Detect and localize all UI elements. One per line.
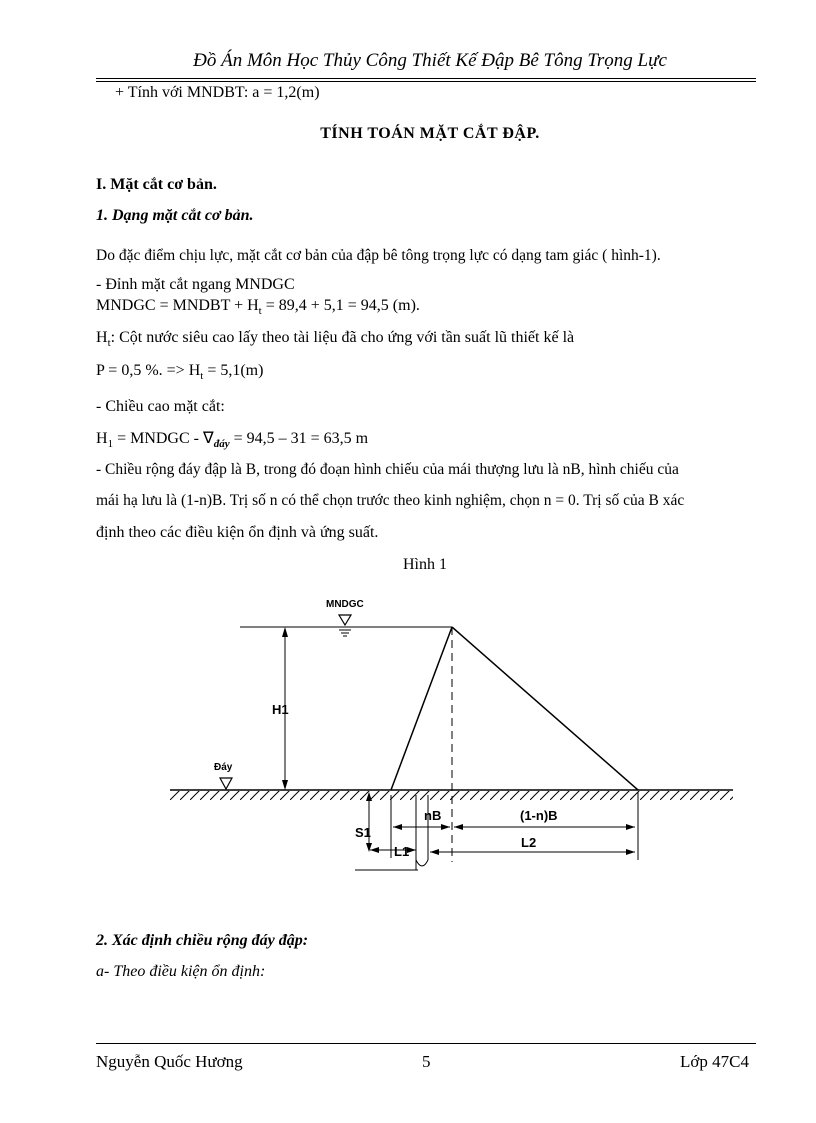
subsection-heading-2: 2. Xác định chiều rộng đáy đập: [96, 932, 309, 949]
day-level-symbol [220, 778, 232, 789]
paragraph-9: mái hạ lưu là (1-n)B. Trị số n có thể chọn trước theo kinh nghiệm, chọn n = 0. Trị số của B xác [96, 492, 685, 509]
paragraph-1: Do đặc điểm chịu lực, mặt cắt cơ bản của đập bê tông trọng lực có dạng tam giác ( hình-1). [96, 247, 661, 264]
label-day: Đáy [214, 762, 233, 773]
paragraph-10: định theo các điều kiện ổn định và ứng suất. [96, 524, 379, 541]
formula-text: = 5,1(m) [203, 362, 264, 379]
page-header-title: Đồ Án Môn Học Thủy Công Thiết Kế Đập Bê Tông Trọng Lực [193, 50, 667, 71]
upstream-face [391, 627, 452, 790]
formula-subscript: đáy [213, 438, 230, 451]
label-mndgc: MNDGC [326, 599, 364, 610]
formula-text: H [96, 430, 108, 447]
h1-arrow-bottom [282, 780, 288, 790]
footer-class: Lớp 47C4 [680, 1052, 749, 1071]
section-heading-I: I. Mặt cắt cơ bản. [96, 176, 217, 193]
downstream-face [452, 627, 638, 790]
formula-text: P = 0,5 %. => H [96, 362, 201, 379]
footer-page-number: 5 [422, 1052, 431, 1071]
footer-author: Nguyễn Quốc Hương [96, 1052, 243, 1071]
label-l2: L2 [521, 835, 537, 850]
paragraph-8: - Chiều rộng đáy đập là B, trong đó đoạn hình chiếu của mái thượng lưu là nB, hình chiếu của [96, 461, 679, 478]
h1-arrow-top [282, 627, 288, 637]
paragraph-2: - Đỉnh mặt cắt ngang MNDGC [96, 276, 295, 293]
label-1nb: (1-n)B [520, 808, 558, 823]
subheading-a: a- Theo điều kiện ổn định: [96, 963, 266, 980]
line-mndbt: + Tính với MNDBT: a = 1,2(m) [115, 84, 320, 101]
formula-text: = MNDGC - ∇ [113, 430, 214, 447]
formula-text: = 89,4 + 5,1 = 94,5 (m). [261, 297, 420, 314]
formula-text: MNDGC = MNDBT + H [96, 297, 259, 314]
label-l1: L1 [394, 844, 410, 859]
label-nb: nB [424, 808, 442, 823]
subsection-heading-1: 1. Dạng mặt cắt cơ bản. [96, 207, 254, 224]
figure-caption: Hình 1 [403, 556, 447, 573]
label-h1: H1 [272, 702, 289, 717]
label-s1: S1 [355, 825, 371, 840]
formula-text: H [96, 329, 108, 346]
mndgc-level-symbol [339, 615, 351, 625]
footer-rule [96, 1043, 756, 1044]
formula-text: = 94,5 – 31 = 63,5 m [229, 430, 369, 447]
formula-subscript: t [258, 305, 262, 318]
formula-text: : Cột nước siêu cao lấy theo tài liệu đã cho ứng với tần suất lũ thiết kế là [110, 329, 575, 346]
section-title: TÍNH TOÁN MẶT CẮT ĐẬP. [320, 125, 540, 142]
paragraph-6: - Chiều cao mặt cắt: [96, 398, 225, 415]
formula-subscript: t [200, 370, 204, 383]
formula-subscript: 1 [107, 438, 114, 451]
formula-subscript: t [107, 337, 111, 350]
